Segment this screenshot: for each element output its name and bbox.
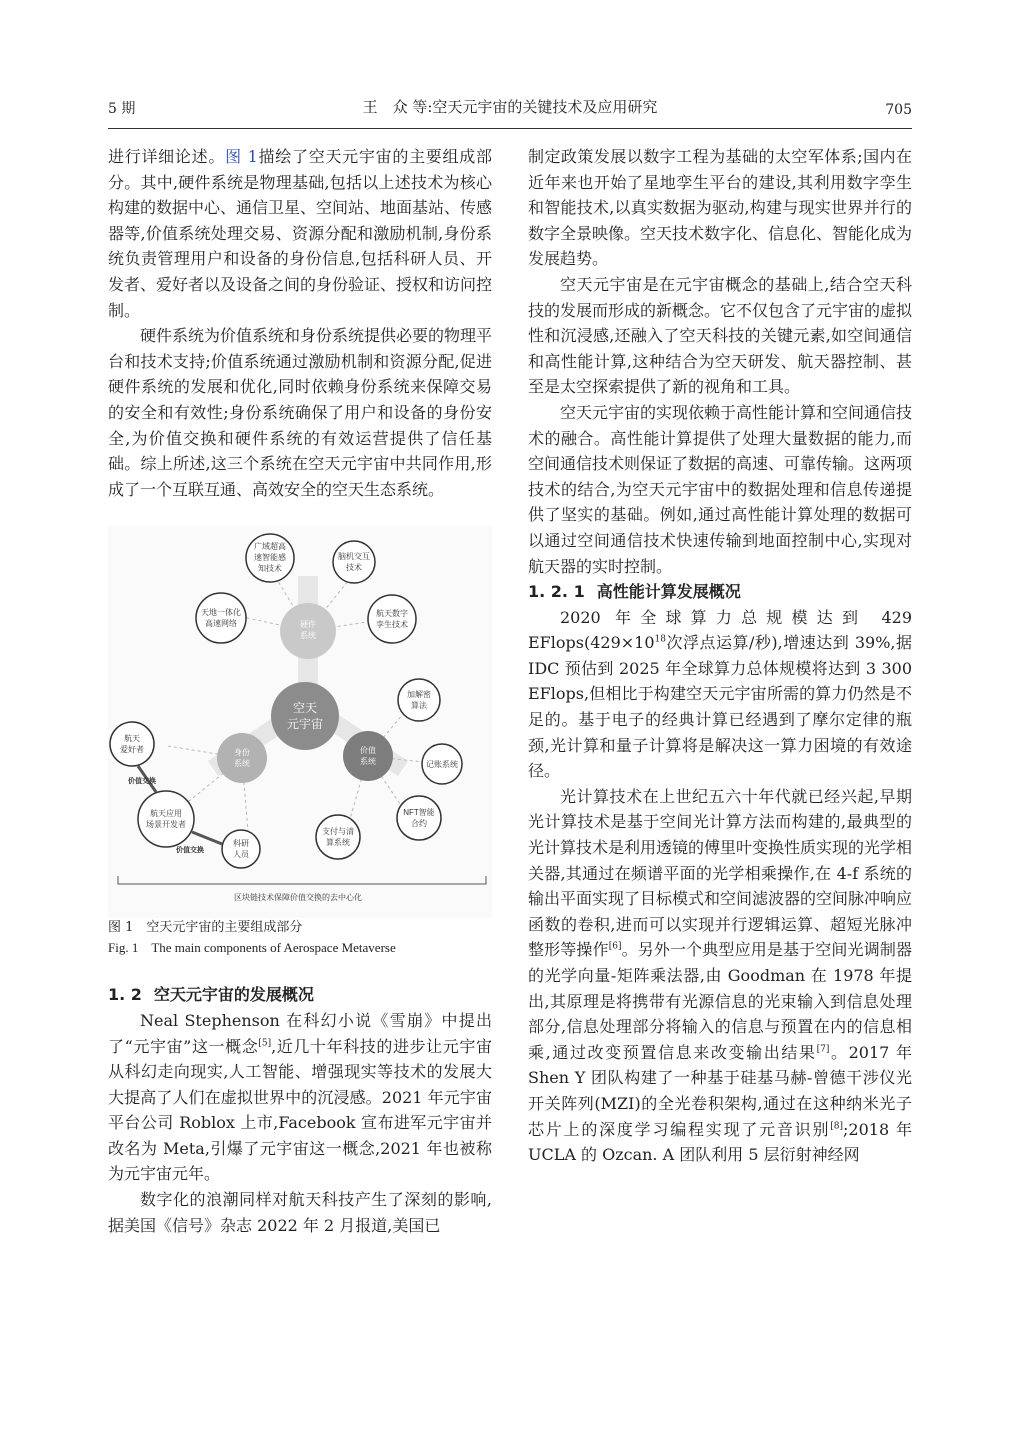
figure-1 xyxy=(108,526,492,918)
svg-text:加解密: 加解密 xyxy=(407,690,431,700)
left-column xyxy=(108,144,492,1238)
running-header xyxy=(108,96,912,129)
svg-text:科研: 科研 xyxy=(233,839,249,849)
paragraph: 空天元宇宙的实现依赖于高性能计算和空间通信技术的融合。高性能计算提供了处理大量数据的能力,而空间通信技术则保证了数据的高速、可靠传输。这两项技术的结合,为空天元宇宙中的数据处理和信息传递提供了坚实的基础。例如,通过高性能计算处理的数据可以通过空间通信技术快速传输到地面控制中心,实现对航天器的实时控制。 xyxy=(528,402,913,576)
paragraph: Neal Stephenson 在科幻小说《雪崩》中提出了“元宇宙”这一概念[5],近几十年科技的进步让元宇宙从科幻走向现实,人工智能、增强现实等技术的发展大大提高了人们在虚拟世界中的沉浸感。2021 年元宇宙平台公司 Roblox 上市,Facebook 宣布进军元宇宙并改名为 Meta,引爆了元宇宙这一概念,2021 年也被称为元宇宙元年。 xyxy=(108,1010,492,1184)
metaverse-diagram xyxy=(108,526,492,918)
citation[interactable]: [5] xyxy=(258,1038,272,1049)
exchange-label: 价值交换 xyxy=(128,778,156,786)
paragraph: 2020 年全球算力总规模达到 429 $EFlops(429\times 10^{18}$次浮点运算/秒),增速达到 39%,据 IDC 预估到 2025 年全球算力总体规模将达到 3 300 EFlops,但相比于构建空天元宇宙所需的算力仍然是不足的。基于电子的经典计算已经遇到了摩尔定律的瓶颈,光计算和量子计算将是解决这一算力困境的有效途径。 xyxy=(528,607,912,781)
svg-text:高速网络: 高速网络 xyxy=(205,619,237,629)
svg-text:爱好者: 爱好者 xyxy=(120,745,144,755)
svg-text:元宇宙: 元宇宙 xyxy=(286,717,324,732)
svg-text:人员: 人员 xyxy=(233,850,249,860)
svg-text:算系统: 算系统 xyxy=(326,838,350,848)
section-heading: 1. 2 空天元宇宙的发展概况 xyxy=(108,985,314,1005)
svg-text:孪生技术: 孪生技术 xyxy=(376,620,408,630)
paragraph: 制定政策发展以数字工程为基础的太空军体系;国内在近年来也开始了星地孪生平台的建设,其利用数字孪生和智能技术,以真实数据为驱动,构建与现实世界并行的数字全景映像。空天技术数字化、信息化、智能化成为发展趋势。 xyxy=(528,147,913,269)
paragraph: 光计算技术在上世纪五六十年代就已经兴起,早期光计算技术是基于空间光计算方法而构建的,最典型的光计算技术是利用透镜的傅里叶变换性质实现的光学相关器,其通过在频谱平面的光学相乘操作,在 4-f 系统的输出平面实现了目标模式和空间滤波器的空间脉冲响应函数的卷积,进而可以实现并行逻辑运算、超短光脉冲整形等操作[6]。另外一个典型应用是基于空间光调制器的光学向量-矩阵乘法器,由 Goodman 在 1978 年提出,其原理是将携带有光源信息的光束输入到信息处理部分,信息处理部分将输入的信息与预置在内的信息相乘,通过改变预置信息来改变输出结果[7]。2017 年 Shen Y 团队构建了一种基于硅基马赫-曾德干涉仪光开关阵列(MZI)的全光卷积架构,通过在这种纳米光子芯片上的深度学习编程实现了元音识别[8];2018 年 UCLA 的 Ozcan. A 团队利用 5 层衍射神经网 xyxy=(528,786,913,1165)
svg-text:支付与清: 支付与清 xyxy=(322,827,354,837)
paragraph: 硬件系统为价值系统和身份系统提供必要的物理平台和技术支持;价值系统通过激励机制和资源分配,促进硬件系统的发展和优化,同时依赖身份系统来保障交易的安全和有效性;身份系统确保了用户和设备的身份安全,为价值交换和硬件系统的有效运营提供了信任基础。综上所述,这三个系统在空天元宇宙中共同作用,形成了一个互联互通、高效安全的空天生态系统。 xyxy=(108,326,493,499)
svg-text:航天: 航天 xyxy=(124,734,140,744)
value-label: 价值 xyxy=(360,746,376,756)
running-title: 王 众 等:空天元宇宙的关键技术及应用研究 xyxy=(362,98,658,116)
issue-number: 5 期 xyxy=(108,101,136,117)
section-heading: 1. 2. 1 高性能计算发展概况 xyxy=(528,582,741,602)
exchange-label: 价值交换 xyxy=(176,847,204,855)
svg-text:速智能感: 速智能感 xyxy=(254,553,286,563)
hardware-label: 硬件 xyxy=(300,620,316,630)
citation[interactable]: [6] xyxy=(608,942,622,953)
citation[interactable]: [7] xyxy=(816,1044,830,1055)
svg-text:航天应用: 航天应用 xyxy=(150,809,182,819)
svg-text:技术: 技术 xyxy=(346,563,362,573)
svg-text:广域超高: 广域超高 xyxy=(254,542,286,552)
bracket-label: 区块链技术保障价值交换的去中心化 xyxy=(234,893,362,903)
figure-caption-en: Fig. 1 The main components of Aerospace Metaverse xyxy=(108,940,396,956)
page-number: 705 xyxy=(885,102,912,118)
citation[interactable]: [8] xyxy=(830,1121,844,1132)
paragraph: 进行详细论述。图 1描绘了空天元宇宙的主要组成部分。其中,硬件系统是物理基础,包括以上述技术为核心构建的数据中心、通信卫星、空间站、地面基站、传感器等,价值系统处理交易、资源分配和激励机制,身份系统负责管理用户和设备的身份信息,包括科研人员、开发者、爱好者以及设备之间的身份验证、授权和访问控制。 xyxy=(108,147,493,320)
svg-text:合约: 合约 xyxy=(411,819,427,829)
svg-text:脑机交互: 脑机交互 xyxy=(338,552,370,562)
svg-text:知技术: 知技术 xyxy=(258,564,282,574)
svg-text:算法: 算法 xyxy=(411,701,427,711)
svg-text:记账系统: 记账系统 xyxy=(426,760,458,770)
paragraph: 数字化的浪潮同样对航天科技产生了深刻的影响,据美国《信号》杂志 2022 年 2 月报道,美国已 xyxy=(108,1190,492,1235)
svg-text:系统: 系统 xyxy=(300,631,316,641)
svg-text:系统: 系统 xyxy=(360,757,376,767)
paragraph: 空天元宇宙是在元宇宙概念的基础上,结合空天科技的发展而形成的新概念。它不仅包含了元宇宙的虚拟性和沉浸感,还融入了空天科技的关键元素,如空间通信和高性能计算,这种结合为空天研发、航天器控制、甚至是太空探索提供了新的视角和工具。 xyxy=(528,274,913,397)
figure-caption-zh: 图 1 空天元宇宙的主要组成部分 xyxy=(108,920,303,936)
svg-text:场景开发者: 场景开发者 xyxy=(146,820,186,830)
right-column xyxy=(528,144,912,1168)
svg-text:天地一体化: 天地一体化 xyxy=(201,608,241,618)
svg-text:航天数字: 航天数字 xyxy=(376,609,408,619)
figure-link[interactable]: 图 1 xyxy=(225,147,258,166)
svg-text:系统: 系统 xyxy=(234,759,250,769)
svg-text:NFT智能: NFT智能 xyxy=(403,808,435,818)
identity-label: 身份 xyxy=(234,748,250,758)
center-label: 空天 xyxy=(292,701,318,716)
